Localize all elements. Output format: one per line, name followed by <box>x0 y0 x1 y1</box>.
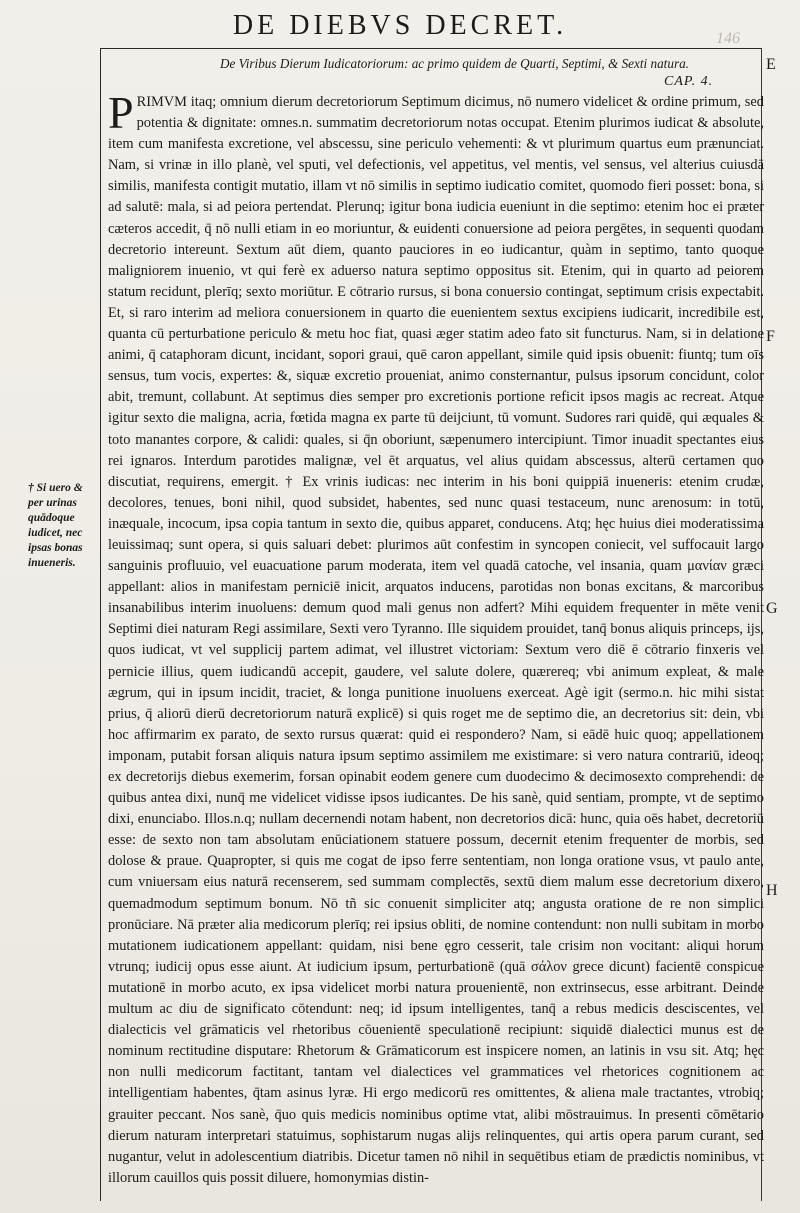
top-rule <box>100 48 762 49</box>
margin-letter-h: H <box>766 882 778 899</box>
left-column-rule <box>100 48 101 1201</box>
marginal-note: † Si uero & per urinas quādoque iudicet, nec ipsas bonas inueneris. <box>28 482 83 569</box>
body-paragraph: RIMVM itaq; omnium dierum decretoriorum Septimum dicimus, nō numero videlicet & ordine primum, sed potentia & dignitate: omnes.n. summatim decretoriorum notas occupat. Etenim plurimos iudicat & absolute, item cum manifesta excretione, vel abscessu, sine periculo vehementi: & vt plurimum quartus eum prænunciat. Nam, si vrinæ in illo planè, vel sputi, vel defectionis, vel appetitus, vel mentis, vel sensus, vel alterius cuiusdā similis, manifesta contigit mutatio, illam vt nō similis in septimo iudicatio comitet, quomodo fieri posset: bona, si ad salutē: mala, si ad peiora pertendat. Plerunq; igitur bona iudicia eueniunt in die septimo: etenim hoc ei præter cæteros accedit, q̄ nō nulli etiam in eo moriuntur, & euidenti conuersione ad peiora pergētes, in sequenti quodam decretorio intereunt. Sextum aūt diem, quanto pauciores in eo iudicantur, quàm in septimo, tanto quoque maligniorem inuenio, vt qui ferè ex aduerso natura septimo oppositus sit. Etenim, qui in quarto ad peiorem statum recidunt, plerīq; sexto moriūtur. E cōtrario rursus, si bona conuersio contingat, septimum crisis expectabit. Et, si raro interim ad meliora conuersionem in quarto die euenientem sextus excipiens iudicarit, incredibile est, quanta cū perturbatione periculo & metu hoc fiat, quasi æger statim adeo fato sit functurus. Nam, si in delatione animi, q̄ cataphoram dicunt, incidant, sopori graui, quē caron appellant, simile quid ipsis obuenit: fiuntq; tum oīs sensus, tum vocis, expertes: &, siquæ excretio proueniat, animo consternantur, pulsus ipsorum concidunt, color abit, tremunt, collabunt. At septimus dies semper pro excretionis portione reficit ipsos magis ac recreat. Atque igitur sexto die maligna, acria, fœtida magna ex parte tū deijciunt, tū vomunt. Sudores rari quidē, qui æquales & toto manantes corpore, & calidi: quales, si q̄n oboriunt, sæpenumero intercipiunt. Timor inuadit spectantes eius rei ignaros. Interdum parotides malignæ, vel ēt arquatus, vel alius quidam abscessus, alterū certamen quo discutiat, requirens, emergit. † Ex vrinis iudicas: nec interim in his boni quippiā inueneris: etenim crudæ, decolores, tenues, boni nihil, quod subsidet, habentes, sed nunc quasi testaceum, nunc arenosum: in totū, inæquale, incocum, ipsa copia tantum in sexto die, quibus apparet, conducens. Atq; hęc huius diei moderatissima leuissimaq; sunt opera, si quis saluari debet: plurimos aūt confestim in syncopen coniecit, vel suffocauit largo sanguinis profluuio, vel euacuatione parum moderata, item vel quadā catoche, vel insania, quam μανίαν græci appellant: alios in manifestam perniciē inicit, arquatos inducens, parotidas non bonas excitans, & marcoribus insanabilibus interim inuoluens: demum quod mali genus non adfert? Mihi equidem frequenter in mēte venit Septimi diei naturam Regi assimilare, Sexti vero Tyranno. Ille siquidem prouidet, tanq̄ bonus aliquis princeps, ijs, quos iudicat, vt vel supplicij partem adimat, vel illustret victoriam: Sextum vero diē ē cōtrario finxeris vel pernicie illius, quem iudicandū accepit, gaudere, vel salute dolere, quærereq; vbi animum expleat, & male ægrum, qui in ipsum incidit, traciet, & longa punitione inuoluens exerceat. Agè igit (sermo.n. hic mihi sistat prius, q̄ aliorū dierū decretoriorum naturā explicē) si quis roget me de septimo die, an decretorius sit: dein, vbi hoc affirmarim ex parato, de sexto rursus quærat: quid ei respondero? Nam, si eādē huic quoq; appellationem imponam, putabit forsan aliquis natura ipsum septimo assimilem me existimare: si vero natura contrariū, ideoq; ex decretorijs diebus exemerim, forsan opinabit eodem genere cum duodecimo & decimosexto comprehendi: de quibus antea dixi, nunq̄ me videlicet vidisse ipsos iudicantes. De his sanè, quid sentiam, prompte, vt de septimo dixi, enunciabo. Illos.n.q; nullam decernendi notam habent, non decretorios dicā: hunc, quia oēs habet, decretoriū esse: de sexto non tam absolutam enūciationem statuere possum, decernit etenim frequenter de morbis, sed dolose & praue. Quapropter, si quis me cogat de ipso ferre sententiam, non longa oratione vsus, vt paulo ante, cum vniuersam eius naturā recenserem, sed summam complectēs, sextū diem malum esse decretorium dixero, quemadmodum septimum bonum. Nō tñ sic conuenit simpliciter atq; angusta oratione de re non simplici pronūciare. Nā præter alia medicorum plerīq; rei ipsius obliti, de nomine contendunt: non nulli subitam in morbo mutationem iudicationem appellant: quidam, nisi bene ęgro cesserit, tale crisim non vocitant: aliqui horum vtrunq; iudicij opus esse aiunt. At iudicium ipsum, perturbationē (quā σάλον grece dicunt) facientē conspicue mutationē in morbo acuto, ex ipsa videlicet morbi natura prouenientē, non extrinsecus, esse arbitrant. Deinde multum ac diu de significato cōtendunt: neq; id ipsum intelligentes, tanq̄ a rebus medicis desciscentes, vel dialecticis vel grāmaticis vel rhetoribus cōuenientē speculationē recipiunt: siquidē dialectici munus est de nominum rectitudine disputare: Rhetorum & Grāmaticorum est inspicere nomen, an latinis in vsu sit. Atq; hęc non nulli medicorum factitant, tantam vel dialectices vel grammatices vel rhetorices cognitionem ac intelligentiam habentes, q̄tam asinus lyræ. Hi ergo medicorū res omittentes, & aliena male tractantes, vtrobiq; grauiter peccant. Nos sanè, q̄uo quis medicis nominibus optime vtat, alibi mōstrauimus. In presenti cōmētario dierum naturam interpretari statuimus, sophistarum nugas alijs relinquentes, qui artis opera parum curant, sed nugantur, velut in adolescentium diatribis. Dicetur tamen nō nihil in sequētibus etiam de prædictis nominibus, vt illorum cauillos quis possit diluere, homonymias distin- <box>108 94 764 1186</box>
chapter-label: CAP. 4. <box>664 74 714 89</box>
body-text <box>108 92 764 1204</box>
chapter-subheading: De Viribus Dierum Iudicatoriorum: ac primo quidem de Quarti, Septimi, & Sexti natura. <box>220 56 689 71</box>
bleed-through-page-number: 146 <box>716 30 740 47</box>
margin-letter-e: E <box>766 56 776 73</box>
margin-letter-g: G <box>766 600 778 617</box>
drop-cap: P <box>108 92 134 138</box>
running-title: DE DIEBVS DECRET. <box>232 10 568 41</box>
margin-letter-f: F <box>766 328 775 345</box>
